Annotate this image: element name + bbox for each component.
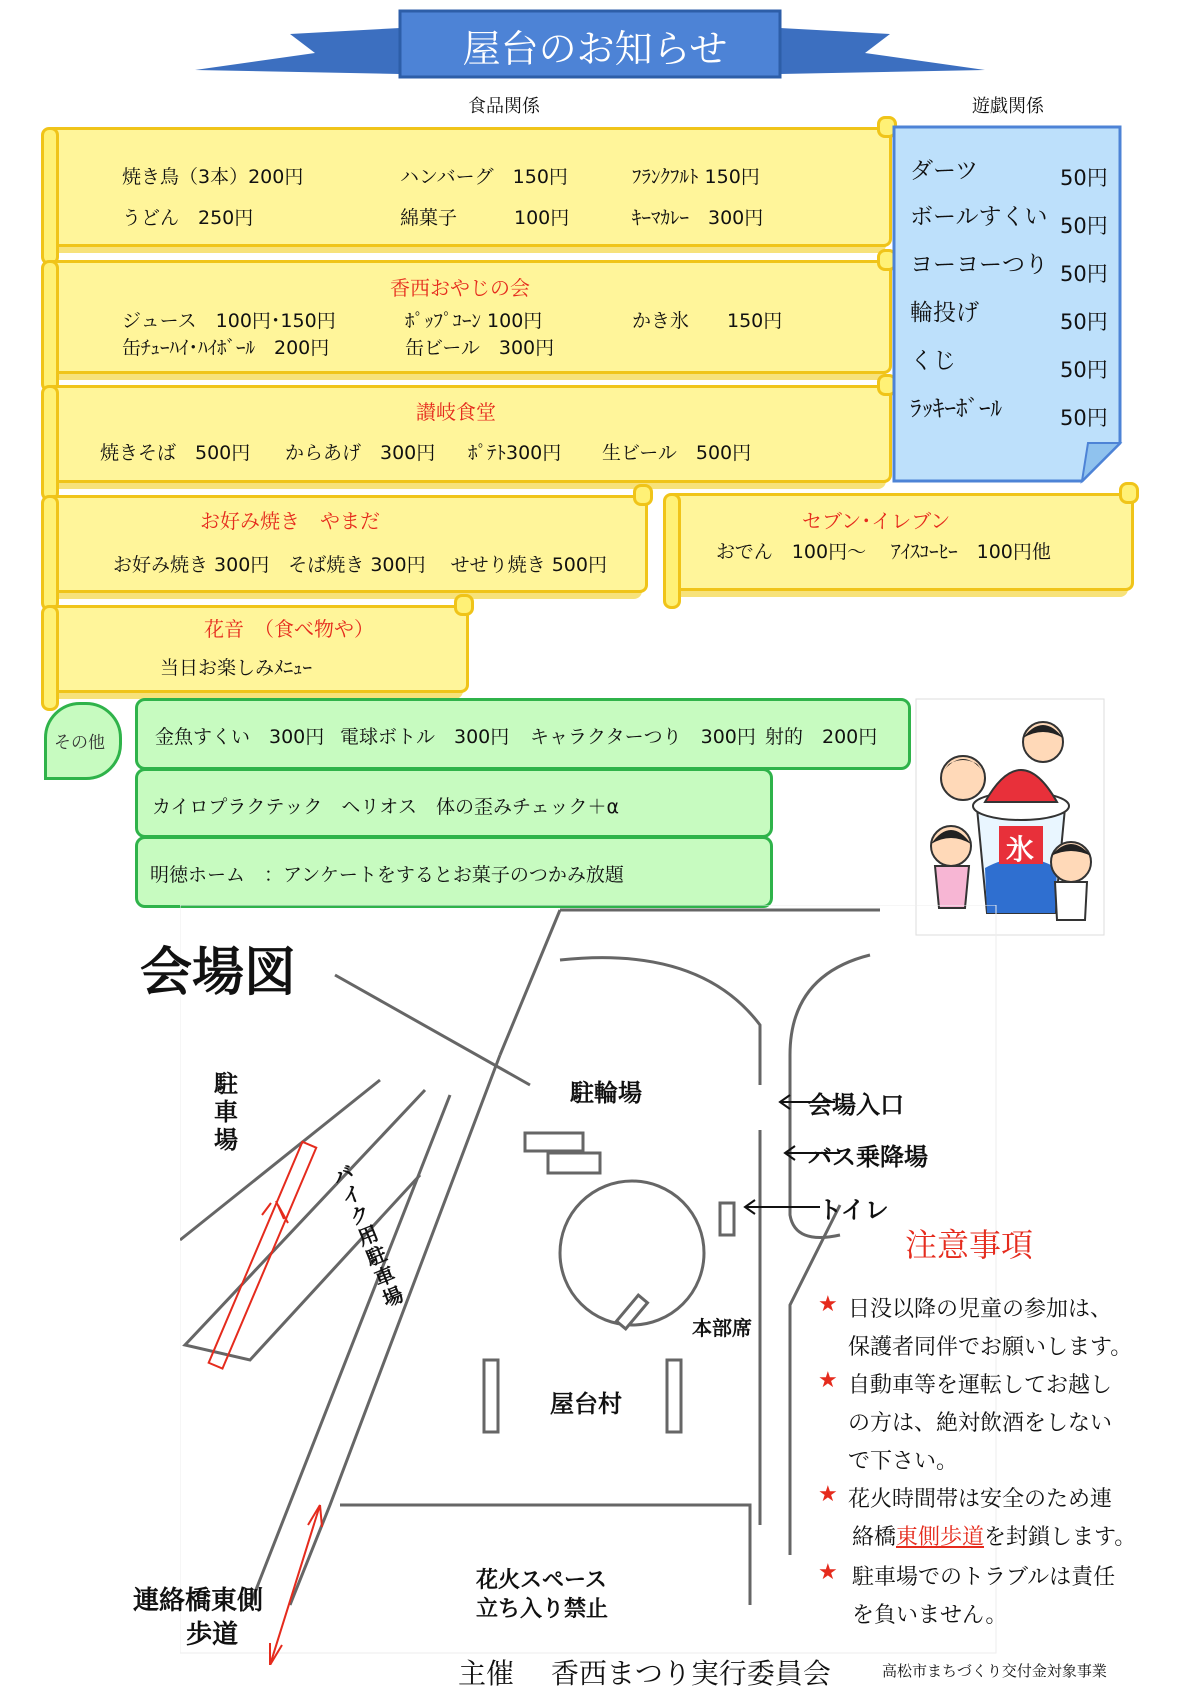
game-name: ヨーヨーつり (910, 252, 1048, 278)
note-line: を負いません。 (852, 1603, 1008, 1628)
map-walkway-2: 歩道 (186, 1620, 239, 1650)
banner-title: 屋台のお知らせ (462, 27, 728, 71)
star-icon: ★ (818, 1292, 838, 1317)
others-label: その他 (54, 733, 105, 753)
food-item: ﾎﾟﾃﾄ300円 (468, 442, 562, 464)
game-name: ダーツ (910, 158, 979, 184)
map-bike-parking: バイク用駐車場 (329, 1159, 407, 1312)
food-item: 缶ビール 300円 (405, 337, 555, 359)
food-item: 焼き鳥（3本）200円 (122, 166, 304, 188)
map-fireworks: 花火スペース (476, 1568, 607, 1593)
food-item: かき氷 150円 (632, 310, 783, 332)
map-parking: 駐車場 (214, 1070, 238, 1154)
note-line: 保護者同伴でお願いします。 (848, 1335, 1133, 1360)
game-name: くじ (910, 348, 956, 374)
food-item: 焼きそば 500円 (100, 442, 251, 464)
map-stalls: 屋台村 (550, 1390, 622, 1418)
others-item: 金魚すくい 300円 (155, 726, 325, 748)
map-bicycle: 駐輪場 (570, 1079, 642, 1107)
others-item: キャラクターつり 300円 (530, 726, 756, 748)
note-line: 自動車等を運転してお越し (848, 1373, 1113, 1398)
grant-note: 高松市まちづくり交付金対象事業 (882, 1662, 1107, 1680)
game-name: ﾗｯｷｰﾎﾞｰﾙ (910, 396, 1002, 422)
game-price: 50円 (1060, 310, 1108, 334)
others-item: カイロプラクテック ヘリオス 体の歪みチェック＋α (152, 796, 620, 818)
food-item: 缶ﾁｭｰﾊｲ･ﾊｲﾎﾞｰﾙ 200円 (122, 337, 330, 359)
ice-kanji: 氷 (1006, 833, 1035, 866)
food-item: 綿菓子 100円 (400, 207, 570, 229)
food-item: ハンバーグ 150円 (400, 166, 568, 188)
map-title: 会場図 (140, 943, 297, 1003)
map-entrance: 会場入口 (808, 1091, 904, 1119)
food-item: ﾎﾟｯﾌﾟｺｰﾝ 100円 (405, 310, 543, 332)
vendor-name: 香西おやじの会 (390, 276, 530, 300)
map-bus: バス乗降場 (808, 1143, 928, 1171)
food-item: ｷｰﾏｶﾚｰ 300円 (632, 207, 764, 229)
vendor-name: 讃岐食堂 (416, 400, 496, 424)
star-icon: ★ (818, 1368, 838, 1393)
map-walkway: 連絡橋東側 (133, 1586, 264, 1616)
food-item: お好み焼き 300円 そば焼き 300円 せせり焼き 500円 (113, 554, 607, 576)
food-item: おでん 100円～ ｱｲｽｺｰﾋｰ 100円他 (716, 541, 1051, 563)
food-item: うどん 250円 (122, 207, 254, 229)
note-line-prefix: 絡橋 (852, 1525, 897, 1550)
others-item: 電球ボトル 300円 (340, 726, 510, 748)
vendor-name: 花音 （食べ物や） (204, 617, 374, 641)
games-header: 遊戯関係 (972, 96, 1044, 117)
game-price: 50円 (1060, 214, 1108, 238)
note-line: の方は、絶対飲酒をしない (848, 1411, 1113, 1436)
map-toilet: トイレ (818, 1196, 889, 1224)
note-line: 駐車場でのトラブルは責任 (852, 1565, 1116, 1590)
food-item: ﾌﾗﾝｸﾌﾙﾄ 150円 (632, 166, 760, 188)
map-fireworks-2: 立ち入り禁止 (476, 1597, 609, 1622)
others-item: 明徳ホーム ：アンケートをするとお菓子のつかみ放題 (150, 864, 624, 886)
others-item: 射的 200円 (765, 726, 878, 748)
shaved-ice-illustration (915, 698, 1105, 936)
food-item: ジュース 100円･150円 (122, 310, 336, 332)
vendor-name: お好み焼き やまだ (200, 509, 380, 533)
game-name: ボールすくい (910, 204, 1048, 230)
map-hq: 本部席 (692, 1316, 752, 1340)
food-item: 生ビール 500円 (602, 442, 752, 464)
game-price: 50円 (1060, 406, 1108, 430)
game-price: 50円 (1060, 262, 1108, 286)
notes-title: 注意事項 (905, 1226, 1034, 1264)
game-name: 輪投げ (910, 300, 979, 326)
note-line-suffix: を封鎖します。 (984, 1525, 1137, 1550)
food-item: 当日お楽しみﾒﾆｭｰ (160, 657, 313, 679)
star-icon: ★ (818, 1482, 838, 1507)
venue-map (180, 905, 1020, 1665)
vendor-name: セブン･イレブン (802, 509, 951, 533)
note-line: 日没以降の児童の参加は、 (848, 1297, 1113, 1322)
note-line: で下さい。 (848, 1449, 959, 1474)
game-price: 50円 (1060, 358, 1108, 382)
game-price: 50円 (1060, 166, 1108, 190)
star-icon: ★ (818, 1560, 838, 1585)
note-line: 花火時間帯は安全のため連 (848, 1487, 1113, 1512)
food-header: 食品関係 (468, 96, 540, 117)
food-item: からあげ 300円 (285, 442, 436, 464)
note-highlight: 東側歩道 (896, 1525, 985, 1550)
organizer: 主催 香西まつり実行委員会 (458, 1657, 831, 1690)
